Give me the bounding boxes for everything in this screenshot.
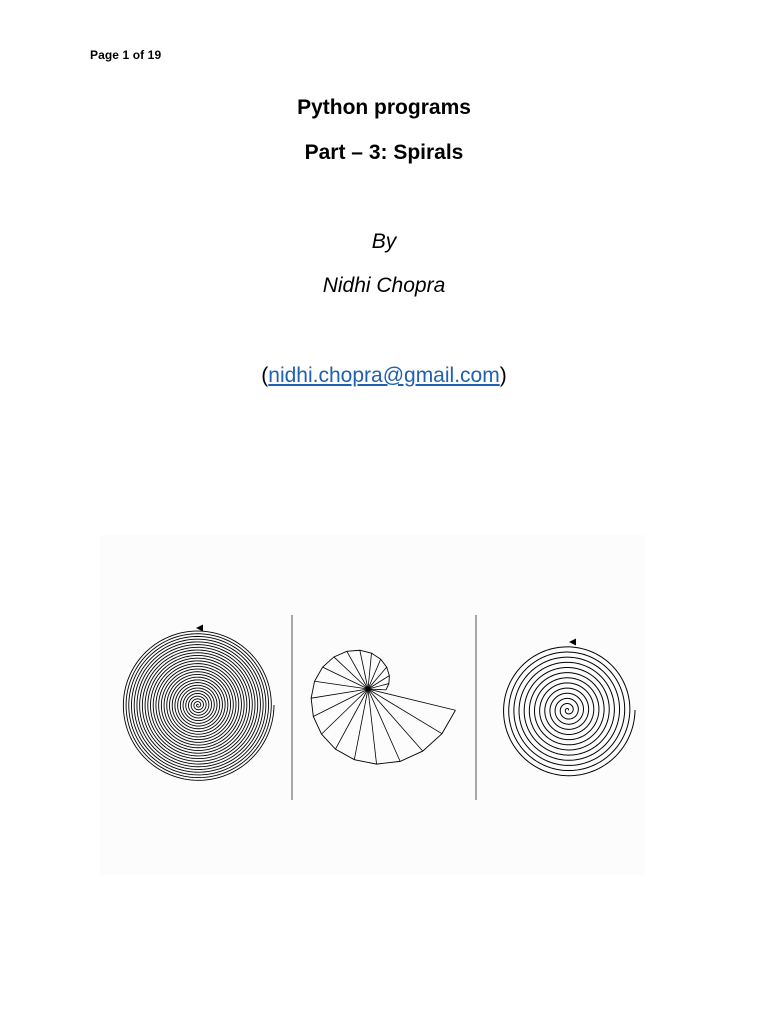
- dense-spiral-arrow-icon: [196, 625, 203, 632]
- fan-spiral-ray: [368, 689, 423, 751]
- fan-spiral-ray: [368, 667, 387, 689]
- fan-spiral-ray: [334, 657, 368, 689]
- author-name: Nidhi Chopra: [322, 274, 446, 297]
- fan-spiral-panel: [311, 650, 455, 764]
- fan-spiral-ray: [368, 689, 442, 734]
- fan-spiral-ray: [368, 659, 381, 689]
- fan-spiral-ray: [360, 650, 368, 689]
- open-spiral-panel: [504, 639, 635, 776]
- fan-spiral-ray: [368, 689, 455, 710]
- spirals-figure: [100, 535, 645, 875]
- dense-spiral-panel: [123, 625, 274, 781]
- fan-spiral-ray: [368, 684, 389, 689]
- fan-spiral-ray: [354, 689, 368, 760]
- fan-spiral-center-dot: [366, 687, 370, 691]
- email-close-paren: ): [499, 364, 507, 387]
- title-part-3-spirals: Part – 3: Spirals: [304, 141, 464, 164]
- fan-spiral-ray: [368, 653, 371, 689]
- title-python-programs: Python programs: [297, 96, 471, 119]
- email-link[interactable]: nidhi.chopra@gmail.com: [268, 364, 500, 387]
- page-number: Page 1 of 19: [90, 48, 162, 62]
- dense-spiral-path: [123, 631, 274, 780]
- fan-spiral-ray: [368, 689, 377, 764]
- open-spiral-arrow-icon: [569, 639, 576, 646]
- email-line: [0, 364, 768, 388]
- open-spiral-path: [504, 647, 635, 776]
- by-label: By: [371, 230, 397, 253]
- fan-spiral-ray: [368, 689, 400, 761]
- email-open-paren: (: [261, 364, 269, 387]
- spirals-figure-svg: [100, 535, 645, 875]
- fan-spiral-ray: [335, 689, 368, 749]
- fan-spiral-outline: [311, 650, 455, 764]
- fan-spiral-ray: [347, 651, 368, 689]
